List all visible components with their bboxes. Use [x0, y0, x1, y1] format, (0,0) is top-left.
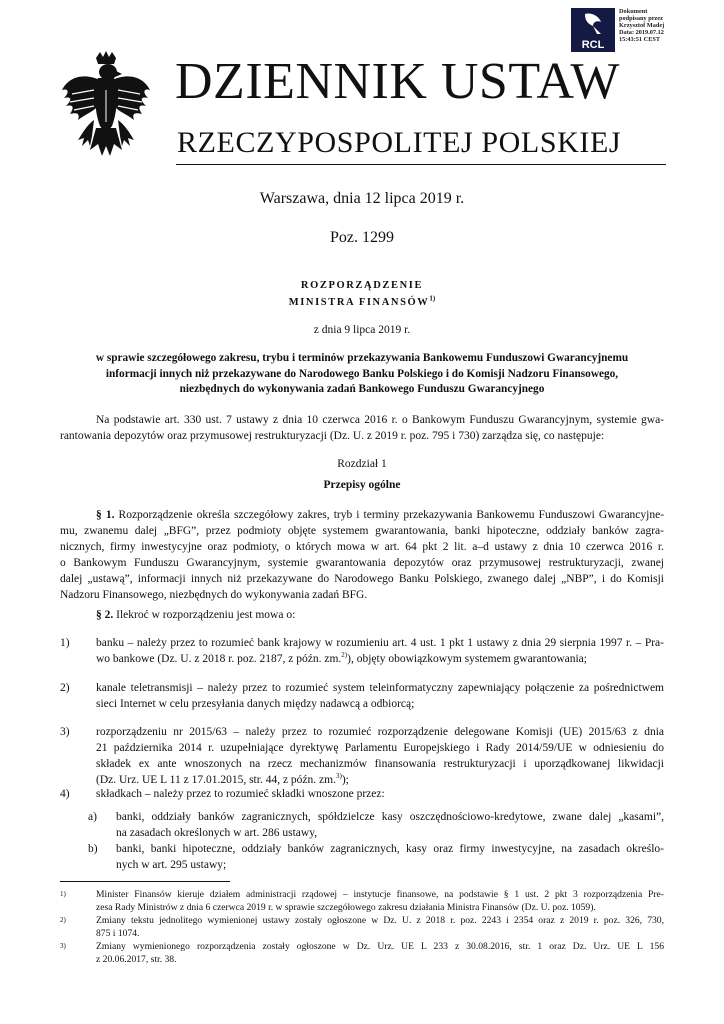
- signature-line: Data: 2019.07.12: [619, 29, 664, 36]
- journal-subtitle: RZECZYPOSPOLITEJ POLSKIEJ: [177, 126, 622, 159]
- footnote-line: Minister Finansów kieruje działem administracji rządowej – instytucje finansowe, na podstawie § 1 ust. 2 pkt 3 rozporządzenia Pre-: [96, 889, 664, 900]
- header-divider: [176, 164, 666, 165]
- list-item-number: 4): [60, 788, 70, 800]
- electronic-signature-seal: [571, 8, 615, 52]
- paragraph-mark: § 1.: [96, 509, 115, 521]
- decree-date: z dnia 9 lipca 2019 r.: [313, 324, 411, 336]
- decree-title: ROZPORZĄDZENIE: [300, 280, 424, 291]
- signature-line: podpisany przez: [619, 15, 663, 22]
- chapter-label: Rozdział 1: [337, 458, 387, 470]
- footnote-ref: 3): [335, 772, 342, 781]
- paragraph-2: [60, 607, 664, 623]
- paragraph-text: Ilekroć w rozporządzeniu jest mowa o:: [116, 609, 296, 621]
- list-item-line: kanale teletransmisji – należy przez to rozumieć system teleinformatyczny zapewniający połączenie za pośrednictwem: [96, 682, 664, 694]
- list-item-number: 3): [60, 726, 70, 738]
- list-item-text: ), objęty obowiązkowym systemem gwarantowania;: [347, 653, 587, 665]
- paragraph-1: [60, 507, 664, 603]
- decree-issuer-text: MINISTRA FINANSÓW: [288, 297, 430, 308]
- list-item-line: składkach – należy przez to rozumieć składki wnoszone przez:: [96, 788, 385, 800]
- preamble: [60, 412, 664, 444]
- list-item-text: );: [341, 774, 349, 786]
- paragraph-mark: § 2.: [96, 609, 114, 621]
- preamble-line: rantowania depozytów oraz przymusowej restrukturyzacji (Dz. U. z 2019 r. poz. 795 i 730) zarządza się, co następuje:: [60, 430, 605, 442]
- preamble-line: Na podstawie art. 330 ust. 7 ustawy z dnia 10 czerwca 2016 r. o Bankowym Funduszu Gwarancyjnym, systemie gwa-: [96, 414, 664, 426]
- subject-line: w sprawie szczegółowego zakresu, trybu i terminów przekazywania Bankowemu Funduszowi Gwarancyjnemu: [95, 352, 629, 364]
- list-item-line: [96, 651, 664, 667]
- list-item-line: 21 października 2014 r. uzupełniające dyrektywę Parlamentu Europejskiego i Rady 2014/59/UE w odniesieniu do: [96, 742, 664, 754]
- subject-line: informacji innych niż przekazywane do Narodowego Banku Polskiego i do Komisji Nadzoru Finansowego,: [105, 367, 619, 380]
- footnote-divider: [60, 881, 230, 882]
- sub-list-item-line: banki, oddziały banków zagranicznych, spółdzielcze kasy oszczędnościowo-kredytowe, zwane dalej „kasami”,: [116, 811, 664, 823]
- journal-title: DZIENNIK USTAW: [175, 53, 620, 110]
- paragraph-line: dalej „ustawą”, informacji innych niż przekazywane do Narodowego Banku Polskiego, zwanego dalej „NBP”, i do Komisji: [60, 573, 664, 585]
- sub-list-item-letter: b): [88, 843, 98, 855]
- list-item-text: (Dz. Urz. UE L 11 z 17.01.2015, str. 44, z późn. zm.: [96, 774, 336, 786]
- signature-info: [619, 8, 719, 43]
- sub-list-item-line: banki, banki hipoteczne, oddziały banków zagranicznych, kasy oraz firmy inwestycyjne, na zasadach określo-: [116, 843, 664, 855]
- footnote-line: 875 i 1074.: [96, 928, 140, 939]
- list-item-line: sieci Internet w celu przesyłania danych między nadawcą a odbiorcą;: [96, 698, 415, 710]
- paragraph-line: mu, zwanemu dalej „BFG”, przez podmioty objęte systemem gwarantowania, banki hipoteczne, oddziały banków zagra-: [60, 525, 664, 537]
- footnote-line: Zmiany wymienionego rozporządzenia zostały ogłoszone w Dz. Urz. UE L 233 z 30.08.2016, str. 1 oraz Dz. Urz. UE L 156: [96, 941, 664, 952]
- subject-line: niezbędnych do wykonywania zadań Bankowego Funduszu Gwarancyjnego: [179, 383, 545, 395]
- list-item-number: 2): [60, 682, 70, 694]
- signature-line: Dokument: [619, 8, 648, 15]
- footnote-number: 1): [60, 890, 66, 898]
- signature-line: 15:43:51 CEST: [619, 36, 661, 43]
- decree-subject: [60, 351, 664, 398]
- chapter-title: Przepisy ogólne: [323, 479, 401, 491]
- paragraph-line: nicznych, firmy inwestycyjne oraz podmioty, o których mowa w art. 64 pkt 2 lit. a–d ustawy z dnia 10 czerwca 2016 r.: [60, 541, 664, 553]
- footnote-ref: 2): [341, 651, 348, 660]
- signature-line: Krzysztof Madej: [619, 22, 665, 29]
- publication-date: Warszawa, dnia 12 lipca 2019 r.: [259, 190, 465, 207]
- polish-eagle-emblem-icon: [60, 50, 152, 162]
- footnote-line: Zmiany tekstu jednolitego wymienionej ustawy zostały ogłoszone w Dz. U. z 2018 r. poz. 2243 i 2354 oraz z 2019 r. poz. 326, 730,: [96, 915, 664, 926]
- paragraph-text: Rozporządzenie określa szczegółowy zakres, tryb i terminy przekazywania Bankowemu Funduszowi Gwarancyjne-: [118, 509, 665, 521]
- position-number: Poz. 1299: [330, 229, 394, 246]
- paragraph-line: [60, 507, 664, 523]
- list-item-line: składek ex ante wnoszonych na rzecz mechanizmów finansowania restrukturyzacji i uporządkowanej likwidacji: [96, 758, 664, 770]
- rcl-logo-icon: [571, 8, 615, 52]
- footnote-number: 2): [60, 916, 66, 924]
- sub-list-item-line: nych w art. 295 ustawy;: [116, 859, 227, 871]
- list-item-text: wo bankowe (Dz. U. z 2018 r. poz. 2187, z późn. zm.: [96, 653, 342, 665]
- paragraph-line: [60, 607, 664, 623]
- rcl-logo-text: RCL: [581, 39, 605, 51]
- sub-list-item-line: na zasadach określonych w art. 286 ustawy,: [116, 827, 318, 839]
- footnote-number: 3): [60, 942, 66, 950]
- footnote-line: zesa Rady Ministrów z dnia 6 czerwca 2019 r. w sprawie szczegółowego zakresu działania Ministra Finansów (Dz. U. poz. 1059).: [96, 902, 596, 913]
- paragraph-line: Nadzoru Finansowego, niezbędnych do wykonywania zadań BFG.: [60, 589, 368, 601]
- footnote-line: z 20.06.2017, str. 38.: [96, 954, 177, 965]
- decree-issuer: [60, 294, 664, 308]
- paragraph-line: o Bankowym Funduszu Gwarancyjnym, systemie gwarantowania depozytów oraz przymusowej restrukturyzacji, zwanej: [60, 557, 664, 569]
- sub-list-item-letter: a): [88, 811, 97, 823]
- list-item-line: rozporządzeniu nr 2015/63 – należy przez to rozumieć rozporządzenie delegowane Komisji (UE) 2015/63 z dnia: [96, 726, 664, 738]
- list-item-line: banku – należy przez to rozumieć bank krajowy w rozumieniu art. 4 ust. 1 pkt 1 ustawy z dnia 29 sierpnia 1997 r. – Pra-: [96, 637, 664, 649]
- list-item-number: 1): [60, 637, 70, 649]
- footnote-ref: 1): [429, 294, 436, 303]
